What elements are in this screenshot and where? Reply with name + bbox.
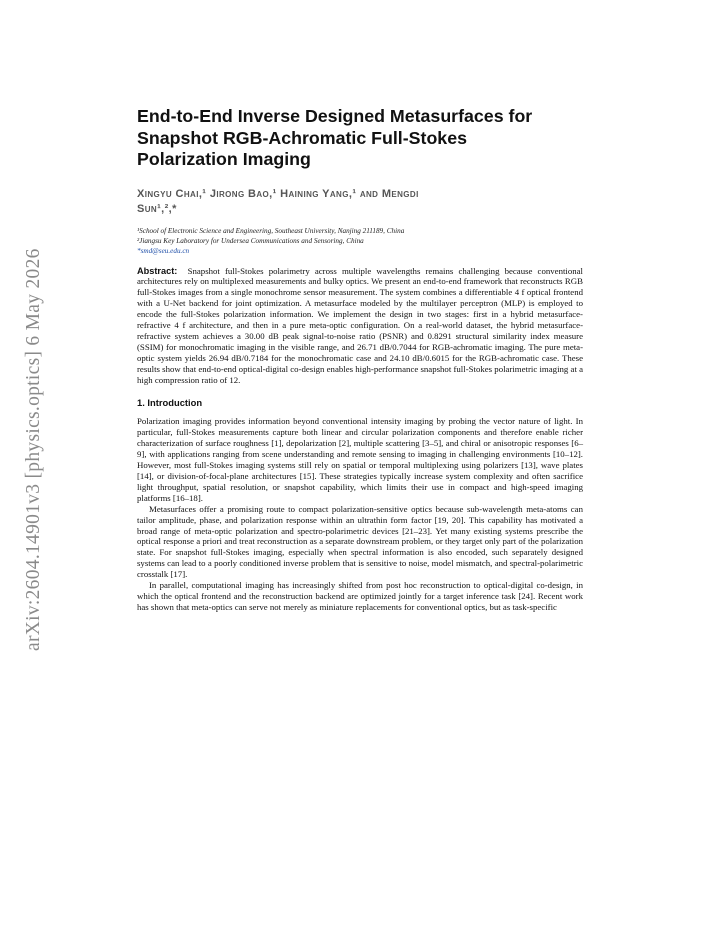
abstract bbox=[137, 266, 583, 386]
author-line: Sun¹,²,* bbox=[137, 202, 177, 215]
title-line: Snapshot RGB-Achromatic Full-Stokes bbox=[137, 127, 467, 148]
arxiv-identifier: arXiv:2604.14901v3 [physics.optics] 6 May 2026 bbox=[23, 248, 44, 652]
introduction-body bbox=[137, 416, 583, 612]
affiliation-2: ²Jiangsu Key Laboratory for Undersea Communications and Sensoring, China bbox=[137, 236, 364, 245]
paper-page bbox=[137, 106, 583, 613]
abstract-text: Snapshot full-Stokes polarimetry across multiple wavelengths remains challenging because conventional architectures rely on multiplexed measurements and bulky optics. We present an end-to-end framework that reconstructs RGB full-Stokes images from a single monochrome sensor measurement. The system combines a differentiable 4 f optical frontend with a U-Net backend for joint optimization. A metasurface modeled by the multilayer perceptron (MLP) is employed to encode the full-Stokes polarization information. We implement the design in two stages: first in a hybrid metasurface-refractive 4 f architecture, and then in a pure meta-optic configuration. On a real-world dataset, the hybrid metasurface-refractive system achieves a 30.00 dB peak signal-to-noise ratio (PSNR) and 0.8291 structural similarity index measure (SSIM) for monochromatic imaging in the visible range, and 26.71 dB/0.7044 for RGB-achromatic imaging. The pure meta-optic system yields 26.94 dB/0.7184 for the monochromatic case and 24.10 dB/0.6015 for the RGB-achromatic case. These results show that end-to-end optical-digital co-design enables high-performance snapshot full-Stokes polarimetric imaging at a high compression ratio of 12. bbox=[137, 265, 583, 385]
author-line: Xingyu Chai,¹ Jirong Bao,¹ Haining Yang,¹ and Mengdi bbox=[137, 187, 419, 200]
abstract-label: Abstract: bbox=[137, 265, 178, 276]
affiliation-1: ¹School of Electronic Science and Engineering, Southeast University, Nanjing 211189, China bbox=[137, 226, 405, 235]
corresponding-email-link[interactable]: *smd@seu.edu.cn bbox=[137, 246, 190, 255]
paragraph: Metasurfaces offer a promising route to compact polarization-sensitive optics because sub-wavelength meta-atoms can tailor amplitude, phase, and polarization response within an ultrathin form factor [19, 20]. This capability has motivated a broad range of meta-optic polarization and spectro-polarimetric devices [21–23]. Yet many existing systems prescribe the optical response a priori and treat reconstruction as a separate downstream problem, or they target only part of the polarization state. For snapshot full-Stokes imaging, especially when spectral information is also encoded, such separately designed systems can lead to a poorly conditioned inverse problem that is sensitive to noise, model mismatch, and spectral-polarimetric crosstalk [17]. bbox=[137, 503, 583, 580]
paper-title bbox=[137, 106, 583, 171]
title-line: End-to-End Inverse Designed Metasurfaces for bbox=[137, 106, 533, 126]
paragraph: In parallel, computational imaging has increasingly shifted from post hoc reconstruction to optical-digital co-design, in which the optical frontend and the reconstruction backend are optimized jointly for a target inference task [24]. Recent work has shown that meta-optics can serve not merely as miniature replacements for conventional optics, but as task-specific bbox=[137, 580, 583, 612]
paragraph: Polarization imaging provides information beyond conventional intensity imaging by probing the vector nature of light. In particular, full-Stokes measurements capture both linear and circular polarization components and therefore enable richer characterization of surface roughness [1], depolarization [2], multiple scattering [3–5], and chiral or anisotropic responses [6–9], with applications ranging from scene understanding and remote sensing to imaging in challenging environments [10–12]. However, most full-Stokes imaging systems still rely on spatial or temporal multiplexing using polarizers [13], wave plates [14], or division-of-focal-plane architectures [15]. These strategies typically increase system complexity and often sacrifice light throughput, spatial resolution, or snapshot capability, which limits their use in compact and high-speed imaging platforms [16–18]. bbox=[137, 416, 583, 503]
author-list bbox=[137, 187, 583, 217]
title-line: Polarization Imaging bbox=[137, 149, 311, 169]
section-heading: 1. Introduction bbox=[137, 397, 203, 409]
affiliations bbox=[137, 226, 583, 256]
